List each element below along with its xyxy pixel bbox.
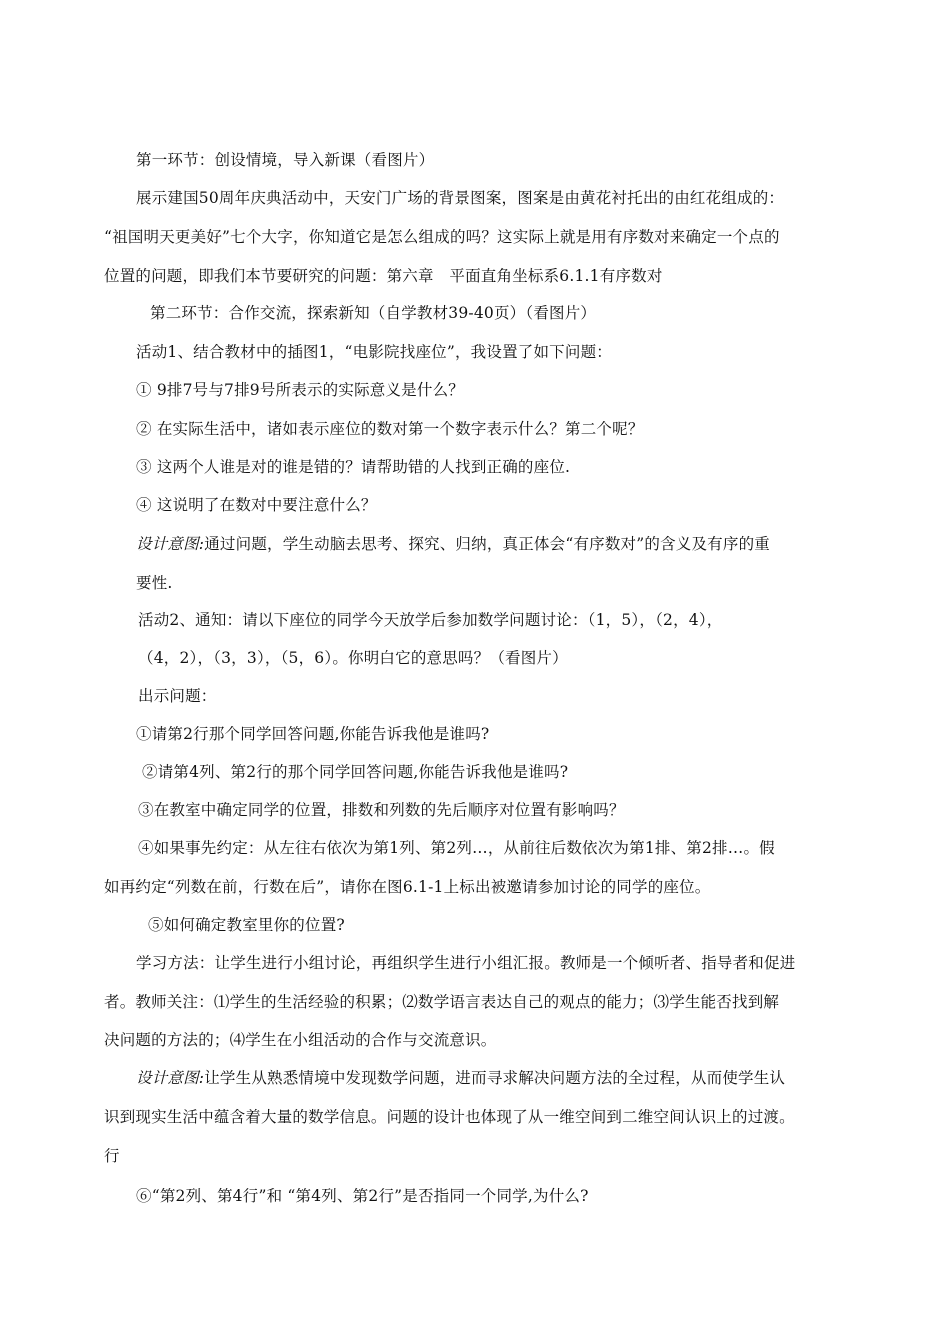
design-intent-2 bbox=[136, 1068, 785, 1088]
design-intent-1-line-2: 要性. bbox=[136, 574, 173, 592]
stray-character: 行 bbox=[104, 1147, 120, 1165]
problem-1: ①请第2行那个同学回答问题,你能告诉我他是谁吗? bbox=[136, 725, 490, 743]
activity2-line-2: （4，2），（3，3），（5，6）。你明白它的意思吗？（看图片） bbox=[138, 649, 568, 667]
activity2-line-1: 活动2、通知：请以下座位的同学今天放学后参加数学问题讨论：（1，5），（2，4）， bbox=[138, 611, 723, 629]
design-intent-2-text: 让学生从熟悉情境中发现数学问题，进而寻求解决问题方法的全过程，从而使学生认 bbox=[204, 1069, 786, 1087]
problem-4-line-2: 如再约定“列数在前，行数在后”，请你在图6.1-1上标出被邀请参加讨论的同学的座位。 bbox=[104, 878, 711, 896]
problem-6: ⑥“第2列、第4行”和 “第4列、第2行”是否指同一个同学,为什么? bbox=[136, 1187, 589, 1205]
question-3: ③ 这两个人谁是对的谁是错的？请帮助错的人找到正确的座位. bbox=[136, 458, 571, 476]
design-intent-1 bbox=[136, 534, 770, 554]
section1-para-line-3: 位置的问题，即我们本节要研究的问题：第六章 平面直角坐标系6.1.1有序数对 bbox=[104, 267, 663, 285]
section1-title: 第一环节：创设情境，导入新课（看图片） bbox=[136, 151, 435, 169]
section1-para-line-1: 展示建国50周年庆典活动中，天安门广场的背景图案，图案是由黄花衬托出的由红花组成的： bbox=[136, 189, 785, 207]
design-intent-2-line-2: 识到现实生活中蕴含着大量的数学信息。问题的设计也体现了从一维空间到二维空间认识上的过渡。 bbox=[104, 1108, 795, 1126]
design-intent-1-label: 设计意图: bbox=[136, 535, 205, 553]
section2-title: 第二环节：合作交流，探索新知（自学教材39-40页）（看图片） bbox=[150, 304, 597, 322]
problem-2: ②请第4列、第2行的那个同学回答问题,你能告诉我他是谁吗? bbox=[142, 763, 569, 781]
learning-method-line-1: 学习方法：让学生进行小组讨论，再组织学生进行小组汇报。教师是一个倾听者、指导者和促进 bbox=[136, 954, 796, 972]
question-1: ① 9排7号与7排9号所表示的实际意义是什么？ bbox=[136, 381, 464, 399]
problem-5: ⑤如何确定教室里你的位置? bbox=[148, 916, 345, 934]
show-questions-label: 出示问题： bbox=[138, 687, 217, 705]
learning-method-line-2: 者。教师关注：⑴学生的生活经验的积累；⑵数学语言表达自己的观点的能力；⑶学生能否找到解 bbox=[104, 993, 780, 1011]
activity1-text: 活动1、结合教材中的插图1，“电影院找座位”，我设置了如下问题： bbox=[136, 343, 612, 361]
question-4: ④ 这说明了在数对中要注意什么？ bbox=[136, 496, 377, 514]
question-2: ② 在实际生活中，诸如表示座位的数对第一个数字表示什么？第二个呢？ bbox=[136, 420, 644, 438]
problem-3: ③在教室中确定同学的位置，排数和列数的先后顺序对位置有影响吗？ bbox=[138, 801, 625, 819]
learning-method-line-3: 决问题的方法的；⑷学生在小组活动的合作与交流意识。 bbox=[104, 1031, 497, 1049]
design-intent-1-text: 通过问题，学生动脑去思考、探究、归纳，真正体会“有序数对”的含义及有序的重 bbox=[204, 535, 770, 553]
problem-4-line-1: ④如果事先约定：从左往右依次为第1列、第2列…，从前往后数依次为第1排、第2排…。假 bbox=[138, 839, 775, 857]
section1-para-line-2: “祖国明天更美好”七个大字，你知道它是怎么组成的吗？这实际上就是用有序数对来确定一个点的 bbox=[104, 228, 780, 246]
design-intent-2-label: 设计意图: bbox=[136, 1069, 205, 1087]
